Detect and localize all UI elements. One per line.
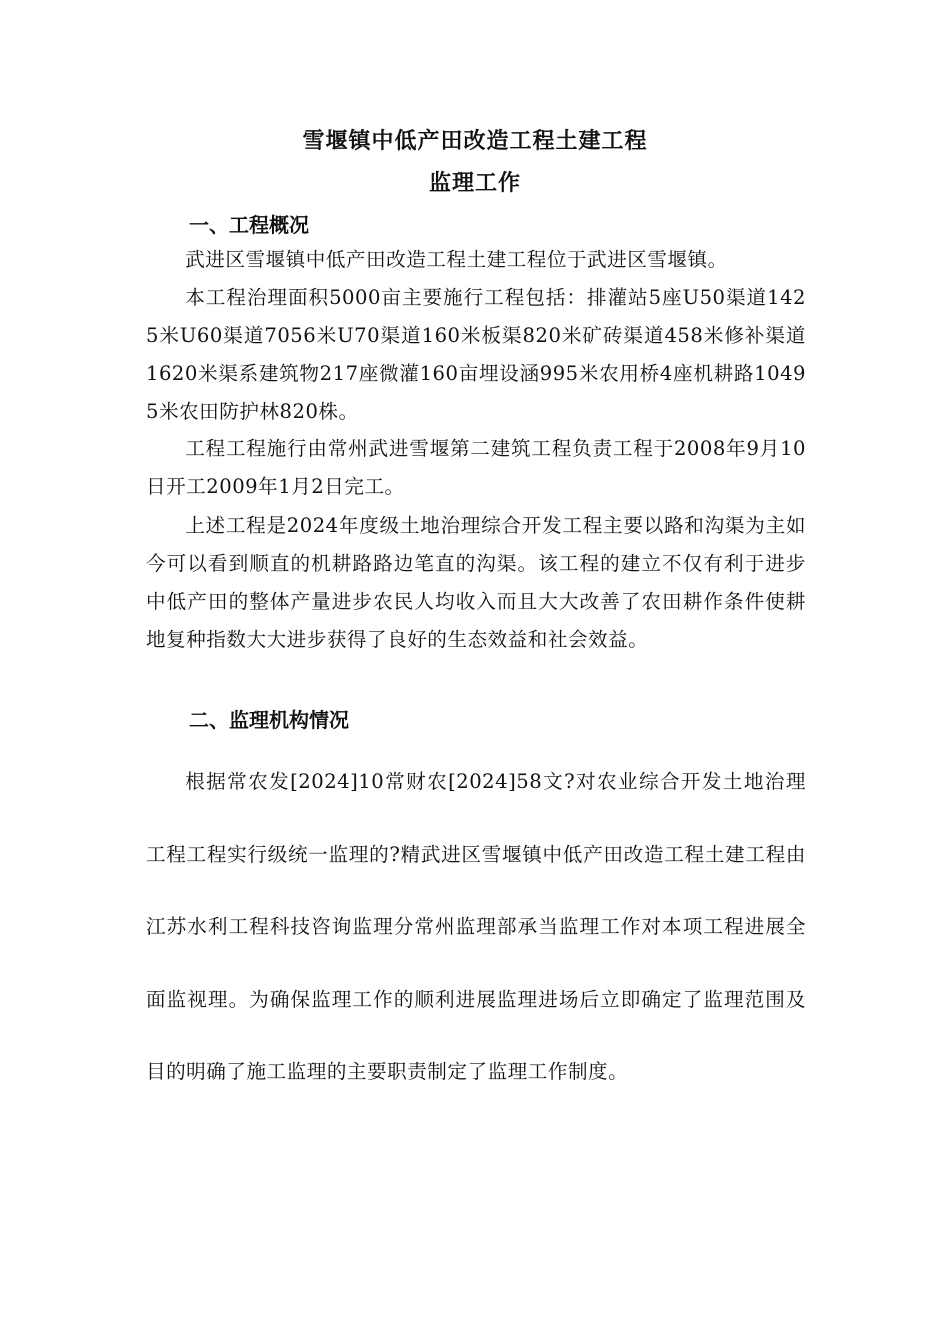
paragraph-schedule: 工程工程施行由常州武进雪堰第二建筑工程负责工程于2008年9月10日开工2009年1月2日完工。 (146, 437, 806, 498)
paragraph-benefits: 上述工程是2024年度级土地治理综合开发工程主要以路和沟渠为主如今可以看到顺直的机耕路路边笔直的沟渠。该工程的建立不仅有利于进步中低产田的整体产量进步农民人均收入而且大大改善了农田耕作条件使耕地复种指数大大进步获得了良好的生态效益和社会效益。 (146, 514, 806, 651)
section-heading-supervision: 二、监理机构情况 (189, 708, 349, 732)
paragraph-location: 武进区雪堰镇中低产田改造工程土建工程位于武进区雪堰镇。 (185, 248, 728, 271)
document-subtitle: 监理工作 (428, 171, 521, 196)
section-heading-overview: 一、工程概况 (189, 213, 309, 237)
document-title: 雪堰镇中低产田改造工程土建工程 (302, 129, 648, 154)
paragraph-scope: 本工程治理面积5000亩主要施行工程包括：排灌站5座U50渠道1425米U60渠道7056米U70渠道160米板渠820米矿砖渠道458米修补渠道1620米渠系建筑物217座微灌160亩埋设涵995米农用桥4座机耕路10495米农田防护林820株。 (146, 286, 806, 423)
paragraph-supervision: 根据常农发[2024]10常财农[2024]58文?对农业综合开发土地治理工程工程实行级统一监理的?精武进区雪堰镇中低产田改造工程土建工程由江苏水利工程科技咨询监理分常州监理部承当监理工作对本项工程进展全面监视理。为确保监理工作的顺利进展监理进场后立即确定了监理范围及目的明确了施工监理的主要职责制定了监理工作制度。 (146, 770, 806, 1083)
